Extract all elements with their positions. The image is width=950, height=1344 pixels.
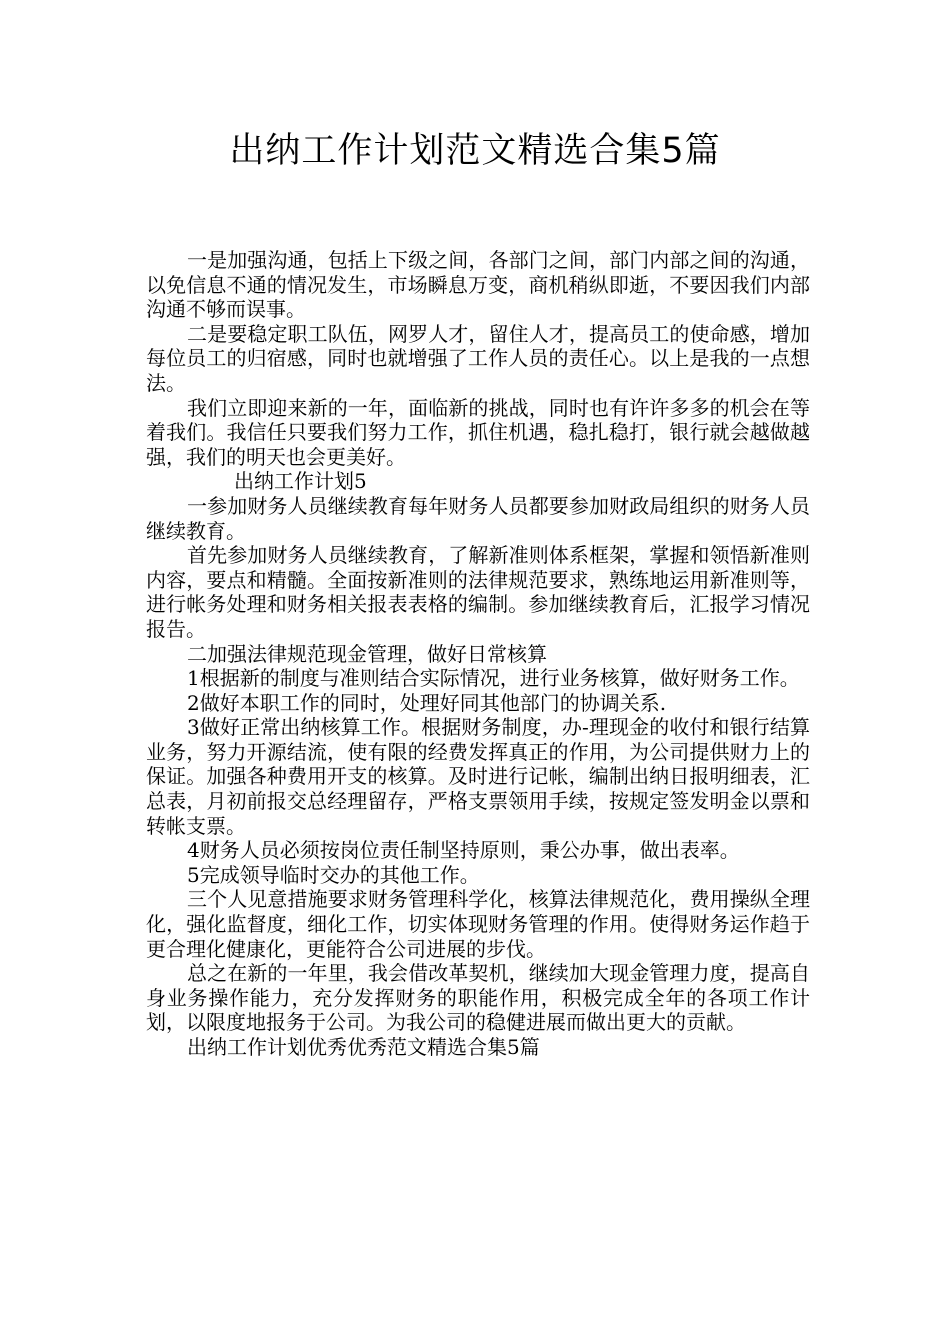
closing-line: 出纳工作计划优秀优秀范文精选合集5篇 bbox=[187, 1035, 540, 1059]
document-title: 出纳工作计划范文精选合集5篇 bbox=[229, 131, 721, 171]
paragraph: 一参加财务人员继续教育每年财务人员都要参加财政局组织的财务人员继续教育。 bbox=[146, 493, 810, 543]
document-body bbox=[146, 248, 810, 1060]
paragraph: 二是要稳定职工队伍，网罗人才，留住人才，提高员工的使命感，增加每位员工的归宿感，同时也就增强了工作人员的责任心。以上是我的一点想法。 bbox=[146, 321, 810, 395]
paragraph: 1根据新的制度与准则结合实际情况，进行业务核算，做好财务工作。 bbox=[187, 666, 800, 691]
paragraph: 总之在新的一年里，我会借改革契机，继续加大现金管理力度，提高自身业务操作能力，充分发挥财务的职能作用，积极完成全年的各项工作计划，以限度地报务于公司。为我公司的稳健进展而做出更大的贡献。 bbox=[146, 961, 810, 1035]
paragraph: 三个人见意措施要求财务管理科学化，核算法律规范化，费用操纵全理化，强化监督度，细化工作，切实体现财务管理的作用。使得财务运作趋于更合理化健康化，更能符合公司进展的步伐。 bbox=[146, 887, 810, 961]
section-heading: 出纳工作计划5 bbox=[234, 469, 367, 494]
paragraph: 3做好正常出纳核算工作。根据财务制度，办-理现金的收付和银行结算业务，努力开源结流，使有限的经费发挥真正的作用，为公司提供财力上的保证。加强各种费用开支的核算。及时进行记帐，编制出纳日报明细表，汇总表，月初前报交总经理留存，严格支票领用手续，按规定签发明金以票和转帐支票。 bbox=[146, 715, 810, 838]
paragraph: 我们立即迎来新的一年，面临新的挑战，同时也有许许多多的机会在等着我们。我信任只要我们努力工作，抓住机遇，稳扎稳打，银行就会越做越强，我们的明天也会更美好。 bbox=[146, 395, 810, 469]
paragraph: 5完成领导临时交办的其他工作。 bbox=[187, 862, 480, 887]
paragraph: 2做好本职工作的同时，处理好同其他部门的协调关系. bbox=[187, 690, 667, 715]
paragraph: 二加强法律规范现金管理，做好日常核算 bbox=[187, 641, 547, 666]
paragraph: 一是加强沟通，包括上下级之间，各部门之间，部门内部之间的沟通，以免信息不通的情况发生，市场瞬息万变，商机稍纵即逝，不要因我们内部沟通不够而误事。 bbox=[146, 248, 810, 322]
paragraph: 首先参加财务人员继续教育，了解新准则体系框架，掌握和领悟新准则内容，要点和精髓。全面按新准则的法律规范要求，熟练地运用新准则等，进行帐务处理和财务相关报表表格的编制。参加继续教育后，汇报学习情况报告。 bbox=[146, 543, 810, 641]
paragraph: 4财务人员必须按岗位责任制坚持原则，秉公办事，做出表率。 bbox=[187, 838, 740, 863]
